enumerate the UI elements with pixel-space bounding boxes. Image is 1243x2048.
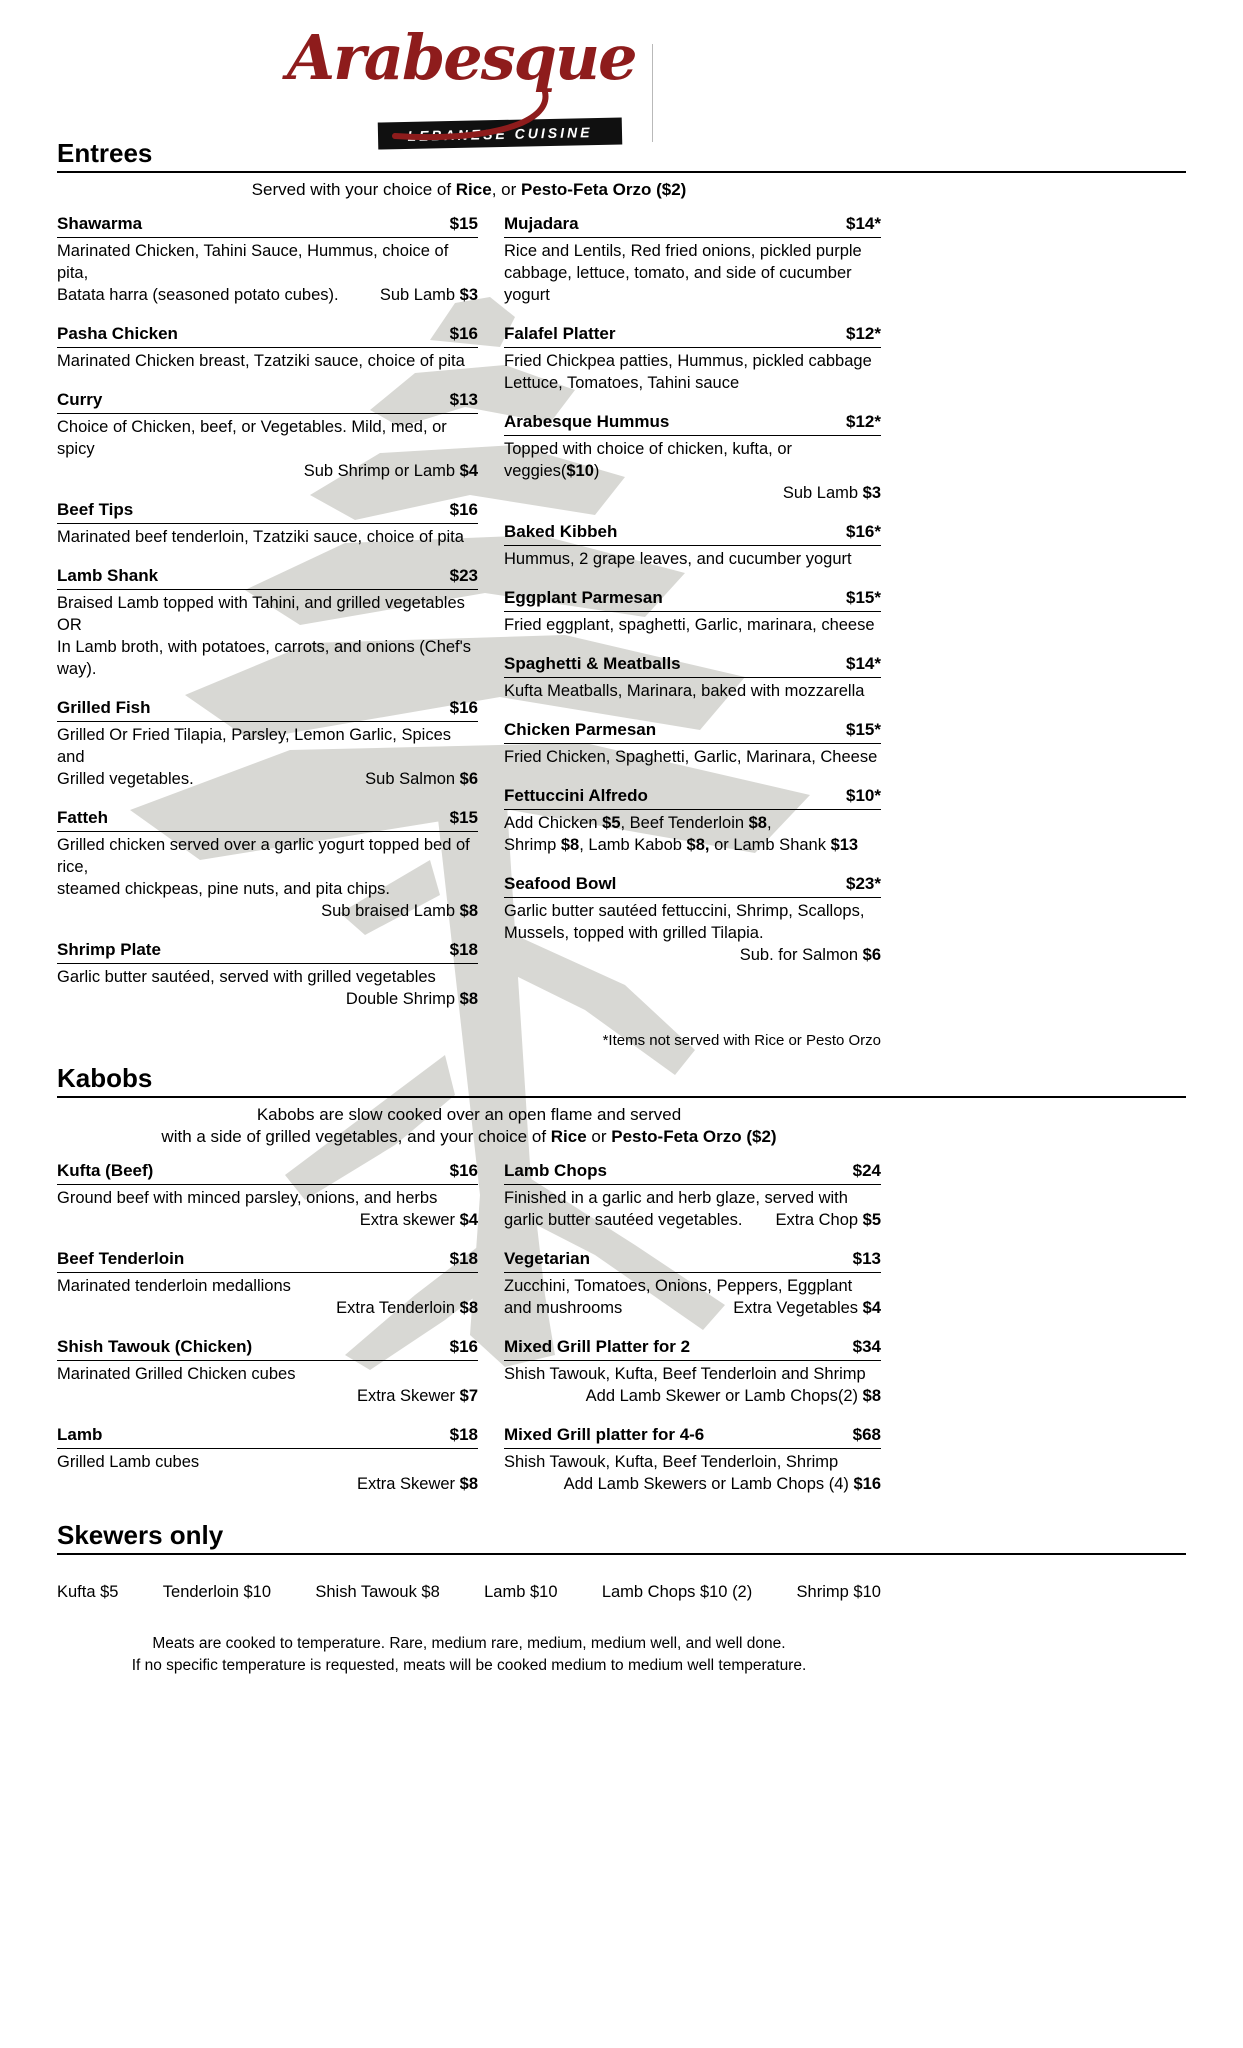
menu-item-desc-line [57, 526, 478, 548]
section-subtitle [57, 179, 881, 201]
menu-item-desc: Grilled vegetables. [57, 770, 194, 788]
menu-item-header [504, 1160, 881, 1185]
menu-column [57, 1160, 478, 1512]
menu-item-desc: Garlic butter sautéed fettuccini, Shrimp, Scallops, [504, 902, 865, 920]
logo-wordmark: Arabesque [287, 21, 636, 94]
menu-item-header [504, 587, 881, 612]
menu-item-desc-line [57, 1297, 478, 1319]
menu-item [504, 1424, 881, 1495]
section-subtitle [57, 1104, 881, 1148]
menu-item-price: $16* [846, 522, 881, 541]
section-title: Kabobs [57, 1063, 1186, 1098]
menu-item-price: $18 [449, 1249, 478, 1268]
menu-item-name: Arabesque Hummus [504, 412, 670, 431]
menu-item-price: $23* [846, 874, 881, 893]
menu-item [57, 807, 478, 922]
menu-item-name: Eggplant Parmesan [504, 588, 663, 607]
menu-item-option: Extra Skewer $7 [356, 1387, 478, 1405]
menu-item-desc: In Lamb broth, with potatoes, carrots, and onions (Chef's way). [57, 638, 472, 678]
menu-item-name: Curry [57, 390, 103, 409]
menu-item-name: Spaghetti & Meatballs [504, 654, 681, 673]
menu-item-option: Extra Skewer $8 [356, 1475, 478, 1493]
menu-item-desc: Marinated beef tenderloin, Tzatziki sauce, choice of pita [57, 528, 464, 546]
skewer-item: Tenderloin $10 [162, 1583, 272, 1601]
menu-item-name: Chicken Parmesan [504, 720, 657, 739]
menu-item-desc-line [57, 1275, 478, 1297]
menu-item-header [504, 1248, 881, 1273]
menu-item-price: $14* [846, 214, 881, 233]
menu-item-desc: Finished in a garlic and herb glaze, served with [504, 1189, 848, 1207]
menu-item-desc: Grilled chicken served over a garlic yogurt topped bed of rice, [57, 836, 470, 876]
menu-item [504, 653, 881, 702]
menu-item-header [57, 807, 478, 832]
menu-item-name: Beef Tips [57, 500, 134, 519]
menu-item-desc-line [504, 922, 881, 944]
menu-item-desc: Batata harra (seasoned potato cubes). [57, 286, 339, 304]
menu-item [57, 697, 478, 790]
menu-item-desc-line [57, 878, 478, 900]
menu-item-price: $16 [449, 698, 478, 717]
menu-item-desc-line [57, 460, 478, 482]
menu-item-desc-line [57, 900, 478, 922]
menu-item-desc: cabbage, lettuce, tomato, and side of cucumber yogurt [504, 264, 852, 304]
menu-item-price: $18 [449, 1425, 478, 1444]
section-subtitle-line: Served with your choice of Rice, or Pesto-Feta Orzo ($2) [251, 180, 687, 199]
menu-item-desc: Choice of Chicken, beef, or Vegetables. Mild, med, or spicy [57, 418, 447, 458]
menu-item [57, 1160, 478, 1231]
logo-banner [378, 117, 623, 149]
menu-item-name: Shawarma [57, 214, 143, 233]
menu-section-kabobs [57, 1063, 1186, 1512]
menu-item-desc-line [57, 240, 478, 284]
menu-item-price: $12* [846, 412, 881, 431]
menu-item-desc: Garlic butter sautéed, served with grilled vegetables [57, 968, 436, 986]
menu-item [504, 1248, 881, 1319]
menu-item-desc-line [57, 834, 478, 878]
footer-line: Meats are cooked to temperature. Rare, medium rare, medium, medium well, and well done. [152, 1635, 786, 1652]
menu-item-option: Sub Salmon $6 [365, 770, 478, 788]
menu-item-option: Sub Shrimp or Lamb $4 [303, 462, 478, 480]
menu-item-desc: Marinated tenderloin medallions [57, 1277, 291, 1295]
section-subtitle-line: with a side of grilled vegetables, and your choice of Rice or Pesto-Feta Orzo ($2) [161, 1127, 777, 1146]
menu-item-desc-line [504, 746, 881, 768]
menu-item [57, 939, 478, 1010]
menu-item-desc: Topped with choice of chicken, kufta, or veggies($10) [504, 440, 792, 480]
menu-item-price: $15 [449, 808, 478, 827]
menu-item-desc-line [504, 1187, 881, 1209]
menu-item-desc-line [504, 680, 881, 702]
menu-item-desc-line [504, 944, 881, 966]
menu-item-desc: Add Chicken $5, Beef Tenderloin $8, [504, 814, 772, 832]
menu-item-desc: Shish Tawouk, Kufta, Beef Tenderloin, Shrimp [504, 1453, 839, 1471]
menu-item-price: $13 [852, 1249, 881, 1268]
menu-item-header [504, 653, 881, 678]
menu-item-header [57, 939, 478, 964]
section-title: Entrees [57, 138, 1186, 173]
menu-item-option: Double Shrimp $8 [345, 990, 478, 1008]
menu-item-desc: Shish Tawouk, Kufta, Beef Tenderloin and Shrimp [504, 1365, 866, 1383]
menu-item-option: Sub braised Lamb $8 [321, 902, 478, 920]
menu-content [57, 138, 1186, 1677]
menu-item-desc-line [57, 1473, 478, 1495]
menu-item [504, 873, 881, 966]
menu-item-header [504, 411, 881, 436]
menu-item-price: $16 [449, 1161, 478, 1180]
menu-item-header [504, 1424, 881, 1449]
menu-item-name: Shrimp Plate [57, 940, 161, 959]
menu-item-name: Shish Tawouk (Chicken) [57, 1337, 253, 1356]
menu-item-desc-line [57, 768, 478, 790]
section-footnote: *Items not served with Rice or Pesto Orzo [602, 1032, 881, 1049]
skewer-item: Shrimp $10 [796, 1583, 881, 1601]
menu-item-name: Mujadara [504, 214, 579, 233]
menu-item-desc-line [504, 1209, 881, 1231]
menu-item-desc: Kufta Meatballs, Marinara, baked with mozzarella [504, 682, 865, 700]
menu-columns [57, 213, 881, 1027]
menu-item-desc-line [504, 1473, 881, 1495]
menu-item-price: $68 [852, 1425, 881, 1444]
menu-item-header [504, 785, 881, 810]
menu-item-name: Mixed Grill Platter for 2 [504, 1337, 691, 1356]
menu-item-desc-line [504, 614, 881, 636]
footer-line: If no specific temperature is requested, meats will be cooked medium to medium well temperature. [131, 1657, 807, 1674]
menu-item-desc-line [504, 548, 881, 570]
menu-item [504, 213, 881, 306]
menu-column [504, 1160, 881, 1512]
menu-item-name: Beef Tenderloin [57, 1249, 185, 1268]
menu-item-desc: Zucchini, Tomatoes, Onions, Peppers, Eggplant [504, 1277, 853, 1295]
skewer-item: Lamb $10 [484, 1583, 558, 1601]
menu-item-desc-line [504, 482, 881, 504]
menu-item-desc: Rice and Lentils, Red fried onions, pickled purple [504, 242, 862, 260]
menu-item-desc-line [504, 240, 881, 262]
menu-item-header [57, 1160, 478, 1185]
menu-item-price: $16 [449, 324, 478, 343]
menu-item-desc-line [57, 988, 478, 1010]
menu-item-price: $15 [449, 214, 478, 233]
menu-item-price: $23 [449, 566, 478, 585]
menu-item-option: Extra Chop $5 [775, 1211, 881, 1229]
menu-item-header [57, 499, 478, 524]
menu-item-name: Fettuccini Alfredo [504, 786, 648, 805]
menu-item [57, 565, 478, 680]
menu-item [504, 1160, 881, 1231]
logo-tagline: LEBANESE CUISINE [407, 123, 593, 144]
menu-item-name: Fatteh [57, 808, 108, 827]
menu-item-header [57, 323, 478, 348]
menu-item-desc: Ground beef with minced parsley, onions, and herbs [57, 1189, 438, 1207]
menu-item-desc-line [57, 416, 478, 460]
menu-column [57, 213, 478, 1027]
menu-item [57, 499, 478, 548]
menu-item-desc-line [57, 1209, 478, 1231]
menu-item-header [504, 719, 881, 744]
menu-item-desc: Braised Lamb topped with Tahini, and grilled vegetables OR [57, 594, 465, 634]
menu-item-option: Add Lamb Skewer or Lamb Chops(2) $8 [585, 1387, 881, 1405]
menu-item-desc: Mussels, topped with grilled Tilapia. [504, 924, 764, 942]
menu-item-desc: Marinated Grilled Chicken cubes [57, 1365, 296, 1383]
menu-item-header [504, 323, 881, 348]
menu-item-header [57, 1424, 478, 1449]
menu-column [504, 213, 881, 1027]
menu-item-desc: and mushrooms [504, 1299, 623, 1317]
menu-item-desc: garlic butter sautéed vegetables. [504, 1211, 743, 1229]
section-title: Skewers only [57, 1520, 1186, 1555]
menu-item-desc: Fried Chickpea patties, Hummus, pickled cabbage [504, 352, 872, 370]
menu-item-desc-line [57, 350, 478, 372]
menu-item-desc: Grilled Lamb cubes [57, 1453, 200, 1471]
menu-columns [57, 1160, 881, 1512]
menu-item-desc: steamed chickpeas, pine nuts, and pita chips. [57, 880, 390, 898]
menu-item-desc-line [504, 1363, 881, 1385]
menu-item-header [57, 213, 478, 238]
menu-item [57, 323, 478, 372]
menu-item-price: $14* [846, 654, 881, 673]
menu-section-skewers [57, 1520, 1186, 1603]
menu-item-desc-line [504, 1275, 881, 1297]
skewer-item: Kufta $5 [57, 1583, 119, 1601]
menu-item-desc: Shrimp $8, Lamb Kabob $8, or Lamb Shank $13 [504, 836, 859, 854]
menu-item-name: Vegetarian [504, 1249, 590, 1268]
menu-item-desc: Fried eggplant, spaghetti, Garlic, marinara, cheese [504, 616, 875, 634]
menu-item-desc-line [504, 350, 881, 372]
menu-item-desc-line [57, 284, 478, 306]
menu-item-desc-line [504, 900, 881, 922]
menu-item [57, 213, 478, 306]
menu-item [504, 521, 881, 570]
menu-item-desc: Hummus, 2 grape leaves, and cucumber yogurt [504, 550, 852, 568]
menu-item-desc-line [504, 812, 881, 834]
menu-item-price: $16 [449, 1337, 478, 1356]
menu-item-name: Kufta (Beef) [57, 1161, 154, 1180]
menu-item [504, 785, 881, 856]
menu-item-name: Falafel Platter [504, 324, 616, 343]
menu-item-desc-line [504, 1451, 881, 1473]
menu-item-desc: Marinated Chicken breast, Tzatziki sauce, choice of pita [57, 352, 465, 370]
menu-item-desc-line [57, 1451, 478, 1473]
menu-section-entrees [57, 138, 1186, 1051]
menu-item-name: Pasha Chicken [57, 324, 178, 343]
menu-item-desc-line [57, 1385, 478, 1407]
menu-item-desc-line [504, 1297, 881, 1319]
menu-item-price: $12* [846, 324, 881, 343]
menu-item [504, 1336, 881, 1407]
menu-item-desc-line [504, 1385, 881, 1407]
menu-item-price: $13 [449, 390, 478, 409]
menu-item-desc: Grilled Or Fried Tilapia, Parsley, Lemon Garlic, Spices and [57, 726, 451, 766]
menu-item-option: Extra skewer $4 [359, 1211, 478, 1229]
menu-item-price: $16 [449, 500, 478, 519]
menu-item-header [504, 1336, 881, 1361]
menu-item-name: Lamb Chops [504, 1161, 607, 1180]
menu-item-header [504, 521, 881, 546]
menu-item [504, 323, 881, 394]
menu-item-price: $10* [846, 786, 881, 805]
menu-item [57, 1424, 478, 1495]
menu-item-desc-line [504, 372, 881, 394]
menu-item-name: Grilled Fish [57, 698, 151, 717]
skewer-item: Shish Tawouk $8 [315, 1583, 440, 1601]
menu-item-price: $18 [449, 940, 478, 959]
menu-item-desc-line [57, 724, 478, 768]
menu-item-desc-line [504, 262, 881, 306]
menu-item-name: Baked Kibbeh [504, 522, 618, 541]
menu-item-header [57, 565, 478, 590]
menu-item [57, 389, 478, 482]
menu-item-name: Seafood Bowl [504, 874, 617, 893]
menu-item-option: Add Lamb Skewers or Lamb Chops (4) $16 [563, 1475, 881, 1493]
menu-item [504, 587, 881, 636]
footer-note [57, 1633, 881, 1677]
menu-sections [57, 138, 1186, 1512]
menu-item-header [57, 1248, 478, 1273]
menu-item-option: Sub Lamb $3 [782, 484, 881, 502]
menu-item-price: $24 [852, 1161, 881, 1180]
logo [0, 21, 1243, 144]
menu-item-desc-line [504, 438, 881, 482]
menu-item-option: Extra Tenderloin $8 [336, 1299, 478, 1317]
menu-item-desc-line [57, 592, 478, 636]
menu-item-price: $15* [846, 588, 881, 607]
menu-item-desc-line [57, 966, 478, 988]
menu-item-desc: Lettuce, Tomatoes, Tahini sauce [504, 374, 740, 392]
section-subtitle-line: Kabobs are slow cooked over an open flame and served [256, 1105, 682, 1124]
skewers-list [57, 1581, 881, 1603]
menu-item-price: $15* [846, 720, 881, 739]
menu-item-price: $34 [852, 1337, 881, 1356]
menu-item-option: Sub. for Salmon $6 [739, 946, 881, 964]
menu-item-header [504, 213, 881, 238]
menu-item-desc-line [57, 636, 478, 680]
menu-item-desc: Fried Chicken, Spaghetti, Garlic, Marinara, Cheese [504, 748, 878, 766]
menu-item [504, 719, 881, 768]
menu-item-name: Lamb [57, 1425, 103, 1444]
menu-item [57, 1248, 478, 1319]
menu-item-desc: Marinated Chicken, Tahini Sauce, Hummus, choice of pita, [57, 242, 449, 282]
menu-item-desc-line [504, 834, 881, 856]
logo-divider-line [652, 44, 653, 142]
menu-item-header [57, 1336, 478, 1361]
menu-item-header [504, 873, 881, 898]
menu-item-name: Mixed Grill platter for 4-6 [504, 1425, 705, 1444]
menu-item [57, 1336, 478, 1407]
menu-item-option: Extra Vegetables $4 [733, 1299, 881, 1317]
menu-item [504, 411, 881, 504]
menu-item-name: Lamb Shank [57, 566, 159, 585]
menu-item-desc-line [57, 1363, 478, 1385]
menu-item-header [57, 389, 478, 414]
menu-item-option: Sub Lamb $3 [379, 286, 478, 304]
menu-item-desc-line [57, 1187, 478, 1209]
skewer-item: Lamb Chops $10 (2) [601, 1583, 753, 1601]
menu-item-header [57, 697, 478, 722]
